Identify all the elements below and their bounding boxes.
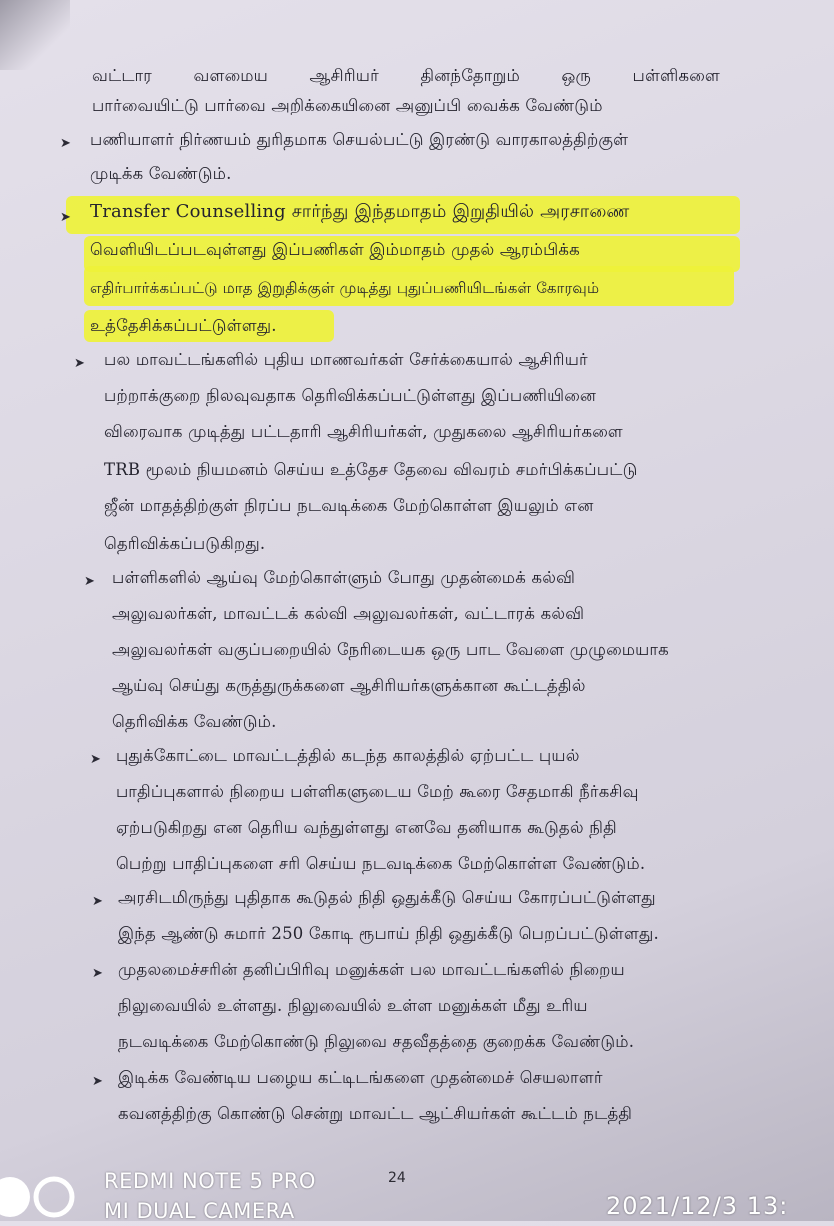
list-item-line: விரைவாக முடித்து பட்டதாரி ஆசிரியர்கள், முதுகலை ஆசிரியர்களை [104,422,623,441]
list-item-line: பல மாவட்டங்களில் புதிய மாணவர்கள் சேர்க்கையால் ஆசிரியர் [104,350,588,369]
camera-logo-icon [0,1172,92,1222]
bullet-arrow-icon: ➤ [92,894,103,909]
bullet-arrow-icon: ➤ [92,966,103,981]
bullet-arrow-icon: ➤ [92,1074,103,1089]
paragraph-line: பார்வையிட்டு பார்வை அறிக்கையினை அனுப்பி வைக்க வேண்டும் [92,96,603,115]
list-item-line: ஜீன் மாதத்திற்குள் நிரப்ப நடவடிக்கை மேற்கொள்ள இயலும் என [104,496,594,515]
list-item-line: பாதிப்புகளால் நிறைய பள்ளிகளுடைய மேற் கூரை சேதமாகி நீர்கசிவு [116,782,639,801]
list-item-line: ஆய்வு செய்து கருத்துருக்களை ஆசிரியர்களுக்கான கூட்டத்தில் [112,676,586,695]
word: வட்டார [92,66,153,85]
list-item-line: இடிக்க வேண்டிய பழைய கட்டிடங்களை முதன்மைச் செயலாளர் [118,1068,603,1087]
camera-watermark [104,1166,316,1226]
list-item-line: பள்ளிகளில் ஆய்வு மேற்கொள்ளும் போது முதன்மைக் கல்வி [112,568,576,587]
list-item-line: உத்தேசிக்கப்பட்டுள்ளது. [90,316,277,335]
photo-timestamp: 2021/12/3 13: [606,1192,789,1220]
camera-label: MI DUAL CAMERA [104,1199,295,1223]
bullet-arrow-icon: ➤ [60,210,71,225]
list-item-line: எதிர்பார்க்கப்பட்டு மாத இறுதிக்குள் முடித்து புதுப்பணியிடங்கள் கோரவும் [90,279,600,297]
camera-model: REDMI NOTE 5 PRO [104,1169,316,1193]
list-item-line: அலுவலர்கள் வகுப்பறையில் நேரிடையக ஒரு பாட வேளை முழுமையாக [112,640,669,659]
list-item-line: கவனத்திற்கு கொண்டு சென்று மாவட்ட ஆட்சியர்கள் கூட்டம் நடத்தி [118,1104,633,1123]
list-item-line: Transfer Counselling சார்ந்து இந்தமாதம் இறுதியில் அரசாணை [90,201,630,222]
list-item-line: வெளியிடப்படவுள்ளது இப்பணிகள் இம்மாதம் முதல் ஆரம்பிக்க [90,240,580,259]
word: ஒரு [561,66,591,85]
bullet-arrow-icon: ➤ [90,752,101,767]
word: வளமைய [193,66,269,85]
list-item-line: பெற்று பாதிப்புகளை சரி செய்ய நடவடிக்கை மேற்கொள்ள வேண்டும். [116,854,646,873]
word: பள்ளிகளை [632,66,720,85]
word: ஆசிரியர் [309,66,379,85]
list-item-line: பற்றாக்குறை நிலவுவதாக தெரிவிக்கப்பட்டுள்ளது இப்பணியினை [104,386,597,405]
list-item-line: இந்த ஆண்டு சுமார் 250 கோடி ரூபாய் நிதி ஒதுக்கீடு பெறப்பட்டுள்ளது. [118,924,659,943]
list-item-line: ஏற்படுகிறது என தெரிய வந்துள்ளது எனவே தனியாக கூடுதல் நிதி [116,818,617,837]
list-item-line: புதுக்கோட்டை மாவட்டத்தில் கடந்த காலத்தில் ஏற்பட்ட புயல் [116,746,580,765]
bullet-arrow-icon: ➤ [84,574,95,589]
list-item-line: நிலுவையில் உள்ளது. நிலுவையில் உள்ள மனுக்கள் மீது உரிய [118,996,588,1015]
bullet-arrow-icon: ➤ [74,356,85,371]
bullet-arrow-icon: ➤ [60,136,71,151]
paragraph-line [92,64,720,88]
list-item-line: தெரிவிக்க வேண்டும். [112,712,277,731]
list-item-line: பணியாளர் நிர்ணயம் துரிதமாக செயல்பட்டு இரண்டு வாரகாலத்திற்குள் [90,130,629,149]
list-item-line: தெரிவிக்கப்படுகிறது. [104,534,266,553]
list-item-line: TRB மூலம் நியமனம் செய்ய உத்தேச தேவை விவரம் சமர்பிக்கப்பட்டு [104,460,638,479]
list-item-line: முதலமைச்சரின் தனிப்பிரிவு மனுக்கள் பல மாவட்டங்களில் நிறைய [118,960,625,979]
list-item-line: நடவடிக்கை மேற்கொண்டு நிலுவை சதவீதத்தை குறைக்க வேண்டும். [118,1032,635,1051]
word: தினந்தோறும் [420,66,520,85]
list-item-line: முடிக்க வேண்டும். [90,164,232,183]
list-item-line: அரசிடமிருந்து புதிதாக கூடுதல் நிதி ஒதுக்கீடு செய்ய கோரப்பட்டுள்ளது [118,888,656,907]
list-item-line: அலுவலர்கள், மாவட்டக் கல்வி அலுவலர்கள், வட்டாரக் கல்வி [112,604,585,623]
page-number: 24 [388,1170,406,1186]
